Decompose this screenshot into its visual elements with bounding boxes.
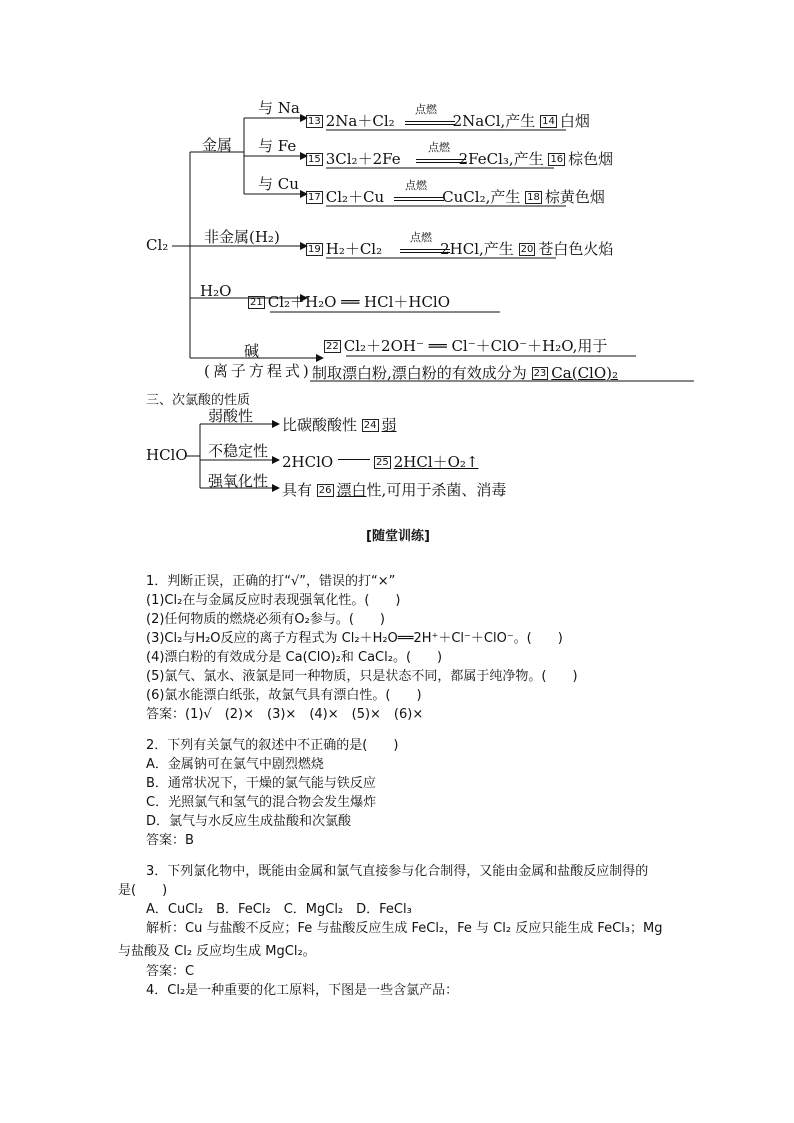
eq15-left: 3Cl₂＋2Fe bbox=[325, 150, 401, 168]
hclo-heading: 三、次氯酸的性质 bbox=[146, 393, 251, 408]
blank-number-14: 14 bbox=[542, 116, 555, 127]
answer-25: 2HCl＋O₂↑ bbox=[393, 453, 479, 471]
oxid-prefix: 具有 bbox=[282, 481, 313, 499]
equation-19 bbox=[306, 238, 613, 259]
answer-18: 棕黄色烟 bbox=[544, 188, 605, 206]
base-note-label: (离子方程式) bbox=[204, 362, 312, 380]
q1-item: (1)Cl₂在与金属反应时表现强氧化性。( ) bbox=[146, 593, 401, 608]
eq13-right: 2NaCl,产生 bbox=[452, 112, 536, 130]
answer-24: 弱 bbox=[381, 416, 397, 434]
eq19-right: 2HCl,产生 bbox=[440, 240, 514, 258]
with-cu-label: 与 Cu bbox=[258, 175, 299, 193]
blank-number-20: 20 bbox=[520, 244, 534, 255]
line22-text: 制取漂白粉,漂白粉的有效成分为 bbox=[312, 364, 527, 382]
eq25-left: 2HClO bbox=[282, 453, 334, 471]
blank-number-13: 13 bbox=[308, 116, 321, 127]
reaction-sign-13 bbox=[405, 121, 455, 125]
q3-analysis-line2: 与盐酸及 Cl₂ 反应均生成 MgCl₂。 bbox=[118, 944, 316, 959]
cl2-root-label: Cl₂ bbox=[146, 236, 169, 254]
with-fe-label: 与 Fe bbox=[258, 137, 297, 155]
oxidizing-text bbox=[282, 479, 506, 500]
oxid-suffix: 性,可用于杀菌、消毒 bbox=[366, 481, 507, 499]
weak-acid-text bbox=[282, 414, 397, 435]
eq13-left: 2Na＋Cl₂ bbox=[325, 112, 395, 130]
q1-answer: 答案：(1)√ (2)× (3)× (4)× (5)× (6)× bbox=[146, 707, 424, 722]
blank-number-23: 23 bbox=[533, 368, 547, 379]
equation-17 bbox=[306, 186, 605, 207]
equation-22-line2 bbox=[312, 362, 618, 383]
q2-answer: 答案：B bbox=[146, 833, 194, 848]
oxidizing-label: 强氧化性 bbox=[208, 472, 269, 490]
ignite-condition-17: 点燃 bbox=[405, 179, 427, 192]
eq17-left: Cl₂＋Cu bbox=[325, 188, 385, 206]
base-label: 碱 bbox=[244, 342, 260, 360]
reaction-sign-15 bbox=[416, 159, 466, 163]
q1-stem: 1．判断正误，正确的打“√”，错误的打“×” bbox=[146, 574, 396, 589]
nonmetal-label: 非金属(H₂) bbox=[204, 228, 280, 246]
eq17-right: CuCl₂,产生 bbox=[442, 188, 521, 206]
section-title: [随堂训练] bbox=[366, 529, 430, 544]
q2-stem: 2．下列有关氯气的叙述中不正确的是( ) bbox=[146, 738, 399, 753]
blank-number-17: 17 bbox=[308, 192, 321, 203]
q1-item: (4)漂白粉的有效成分是 Ca(ClO)₂和 CaCl₂。( ) bbox=[146, 650, 443, 665]
blank-number-24: 24 bbox=[363, 420, 377, 431]
q4-stem: 4．Cl₂是一种重要的化工原料，下图是一些含氯产品： bbox=[146, 983, 459, 998]
eq22: Cl₂＋2OH⁻ ══ Cl⁻＋ClO⁻＋H₂O bbox=[343, 337, 573, 355]
equation-21 bbox=[248, 291, 450, 312]
answer-20-suffix: 火焰 bbox=[583, 240, 614, 258]
q1-item: (3)Cl₂与H₂O反应的离子方程式为 Cl₂＋H₂O══2H⁺＋Cl⁻＋ClO⁻。( ) bbox=[146, 631, 563, 646]
ignite-condition-13: 点燃 bbox=[415, 103, 437, 116]
q3-stem-line2: 是( ) bbox=[118, 883, 168, 898]
answer-16: 棕色烟 bbox=[568, 150, 614, 168]
light-arrow bbox=[338, 459, 370, 460]
answer-20: 苍白色 bbox=[538, 240, 584, 258]
eq21: Cl₂＋H₂O ══ HCl＋HClO bbox=[267, 293, 451, 311]
weak-acid-compare: 比碳酸酸性 bbox=[282, 416, 358, 434]
reaction-sign-19 bbox=[400, 249, 450, 253]
q1-item: (6)氯水能漂白纸张，故氯气具有漂白性。( ) bbox=[146, 688, 422, 703]
ignite-condition-15: 点燃 bbox=[428, 141, 450, 154]
unstable-equation bbox=[282, 451, 479, 472]
q3-options: A．CuCl₂ B．FeCl₂ C．MgCl₂ D．FeCl₃ bbox=[146, 902, 412, 917]
blank-number-18: 18 bbox=[527, 192, 540, 203]
blank-number-15: 15 bbox=[308, 154, 321, 165]
q3-stem-line1: 3．下列氯化物中，既能由金属和氯气直接参与化合制得，又能由金属和盐酸反应制得的 bbox=[146, 864, 649, 879]
hclo-root-label: HClO bbox=[146, 446, 188, 464]
q3-analysis-line1: 解析：Cu 与盐酸不反应；Fe 与盐酸反应生成 FeCl₂，Fe 与 Cl₂ 反应只能生成 FeCl₃；Mg bbox=[146, 921, 663, 936]
blank-number-16: 16 bbox=[550, 154, 564, 165]
q1-item: (5)氯气、氯水、液氯是同一种物质，只是状态不同，都属于纯净物。( ) bbox=[146, 669, 578, 684]
reaction-sign-17 bbox=[394, 197, 444, 201]
unstable-label: 不稳定性 bbox=[208, 442, 269, 460]
eq22-suffix: ,用于 bbox=[572, 337, 608, 355]
q1-item: (2)任何物质的燃烧必须有O₂参与。( ) bbox=[146, 612, 386, 627]
blank-number-22: 22 bbox=[326, 341, 339, 352]
blank-number-25: 25 bbox=[375, 457, 389, 468]
water-label: H₂O bbox=[200, 282, 232, 300]
q2-option: B．通常状况下，干燥的氯气能与铁反应 bbox=[146, 776, 376, 791]
q2-option: A．金属钠可在氯气中剧烈燃烧 bbox=[146, 757, 324, 772]
q3-answer: 答案：C bbox=[146, 964, 195, 979]
q2-option: D．氯气与水反应生成盐酸和次氯酸 bbox=[146, 814, 352, 829]
blank-number-21: 21 bbox=[250, 297, 263, 308]
cl2-tree-lines bbox=[0, 0, 794, 520]
with-na-label: 与 Na bbox=[258, 99, 300, 117]
equation-22 bbox=[324, 335, 607, 356]
blank-number-19: 19 bbox=[308, 244, 321, 255]
blank-number-26: 26 bbox=[318, 485, 332, 496]
answer-23: Ca(ClO)₂ bbox=[551, 364, 619, 382]
answer-26: 漂白 bbox=[336, 481, 367, 499]
answer-14: 白烟 bbox=[559, 112, 590, 130]
metal-label: 金属 bbox=[202, 136, 233, 154]
q2-option: C．光照氯气和氢气的混合物会发生爆炸 bbox=[146, 795, 377, 810]
eq15-right: 2FeCl₃,产生 bbox=[458, 150, 544, 168]
eq19-left: H₂＋Cl₂ bbox=[325, 240, 383, 258]
ignite-condition-19: 点燃 bbox=[410, 231, 432, 244]
weak-acid-label: 弱酸性 bbox=[208, 407, 254, 425]
